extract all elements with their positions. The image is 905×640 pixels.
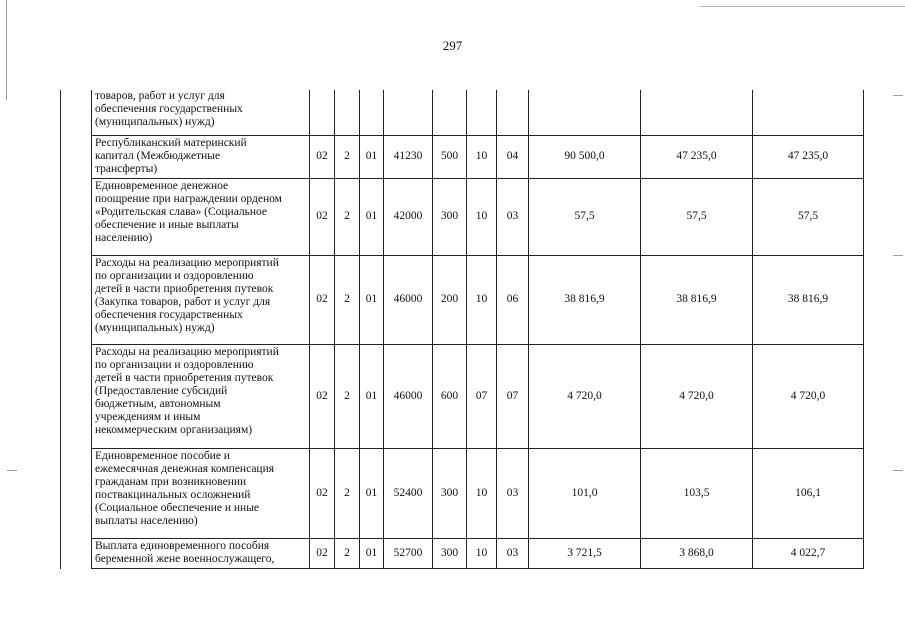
code-section: 10 (467, 538, 497, 568)
amount-year-1: 57,5 (529, 178, 641, 255)
amount-year-2: 57,5 (641, 178, 753, 255)
name-line: выплаты населению) (95, 514, 198, 527)
page-number: 297 (442, 38, 463, 53)
row-name-cell (92, 178, 310, 255)
name-line: обеспечения государственных (95, 308, 243, 321)
scan-dash (893, 95, 903, 96)
table-row (61, 90, 864, 135)
amount-year-2: 47 235,0 (641, 135, 753, 178)
amount-year-3: 57,5 (753, 178, 864, 255)
code-direction (384, 90, 433, 135)
amount-year-1: 101,0 (529, 448, 641, 538)
code-expense-type: 200 (433, 255, 467, 344)
code-subsection: 06 (497, 255, 529, 344)
code-subsection: 03 (497, 178, 529, 255)
name-line: по организации и оздоровлению (95, 269, 254, 282)
code-ministry: 02 (310, 344, 335, 448)
amount-year-1: 38 816,9 (529, 255, 641, 344)
amount-year-1 (529, 90, 641, 135)
amount-year-2 (641, 90, 753, 135)
code-direction: 52400 (384, 448, 433, 538)
table-row (61, 448, 864, 538)
code-ministry: 02 (310, 178, 335, 255)
code-subsection: 03 (497, 538, 529, 568)
code-ministry (310, 90, 335, 135)
code-direction: 41230 (384, 135, 433, 178)
code-program: 2 (335, 448, 360, 538)
row-name-cell (92, 448, 310, 538)
name-line: некоммерческим организациям) (95, 423, 253, 436)
name-line: обеспечения государственных (95, 103, 243, 115)
name-line: Республиканский материнский (95, 136, 247, 149)
code-direction: 46000 (384, 344, 433, 448)
code-subsection (497, 90, 529, 135)
code-program: 2 (335, 135, 360, 178)
scan-dash (893, 470, 903, 471)
scan-top-rule (700, 6, 905, 7)
code-direction: 46000 (384, 255, 433, 344)
code-direction: 42000 (384, 178, 433, 255)
code-program (335, 90, 360, 135)
code-subprogram: 01 (360, 135, 384, 178)
code-program: 2 (335, 255, 360, 344)
code-section (467, 90, 497, 135)
code-expense-type: 300 (433, 178, 467, 255)
row-name-cell (92, 90, 310, 135)
row-name-cell (92, 135, 310, 178)
name-line: бюджетным, автономным (95, 397, 221, 410)
name-line: (Предоставление субсидий (95, 384, 228, 397)
name-line: Единовременное денежное (95, 179, 229, 192)
code-expense-type: 300 (433, 538, 467, 568)
amount-year-2: 103,5 (641, 448, 753, 538)
code-expense-type (433, 90, 467, 135)
table-row (61, 135, 864, 178)
code-program: 2 (335, 178, 360, 255)
name-line: беременной жене военнослужащего, (95, 552, 275, 565)
code-program: 2 (335, 344, 360, 448)
name-line: товаров, работ и услуг для (95, 90, 225, 102)
code-ministry: 02 (310, 538, 335, 568)
amount-year-1: 4 720,0 (529, 344, 641, 448)
table-row (61, 344, 864, 448)
code-subsection: 03 (497, 448, 529, 538)
name-line: поствакцинальных осложнений (95, 488, 251, 501)
code-expense-type: 500 (433, 135, 467, 178)
name-line: детей в части приобретения путевок (95, 282, 274, 295)
table-row (61, 255, 864, 344)
code-ministry: 02 (310, 135, 335, 178)
amount-year-1: 3 721,5 (529, 538, 641, 568)
name-line: Выплата единовременного пособия (95, 539, 270, 552)
code-program: 2 (335, 538, 360, 568)
row-name-cell (92, 344, 310, 448)
amount-year-2: 38 816,9 (641, 255, 753, 344)
code-subprogram: 01 (360, 344, 384, 448)
code-expense-type: 600 (433, 344, 467, 448)
code-direction: 52700 (384, 538, 433, 568)
name-line: трансферты) (95, 162, 158, 175)
amount-year-2: 3 868,0 (641, 538, 753, 568)
code-subsection: 04 (497, 135, 529, 178)
name-line: (муниципальных) нужд) (95, 116, 215, 128)
code-ministry: 02 (310, 255, 335, 344)
amount-year-3: 106,1 (753, 448, 864, 538)
name-line: поощрение при награждении орденом (95, 192, 282, 205)
code-subsection: 07 (497, 344, 529, 448)
name-line: Расходы на реализацию мероприятий (95, 345, 279, 358)
name-line: Единовременное пособие и (95, 449, 230, 462)
code-section: 07 (467, 344, 497, 448)
budget-table (60, 90, 864, 569)
code-subprogram: 01 (360, 538, 384, 568)
table-row (61, 178, 864, 255)
amount-year-2: 4 720,0 (641, 344, 753, 448)
amount-year-1: 90 500,0 (529, 135, 641, 178)
code-ministry: 02 (310, 448, 335, 538)
budget-table-body (61, 90, 864, 568)
name-line: учреждениям и иным (95, 410, 201, 423)
name-line: (муниципальных) нужд) (95, 321, 215, 334)
code-section: 10 (467, 448, 497, 538)
scan-dash (893, 255, 903, 256)
name-line: по организации и оздоровлению (95, 358, 254, 371)
name-line: (Социальное обеспечение и иные (95, 501, 260, 514)
table-row (61, 538, 864, 568)
name-line: населению) (95, 231, 153, 244)
code-expense-type: 300 (433, 448, 467, 538)
name-line: (Закупка товаров, работ и услуг для (95, 295, 271, 308)
name-line: капитал (Межбюджетные (95, 149, 221, 162)
code-section: 10 (467, 135, 497, 178)
scan-dash (7, 470, 17, 471)
name-line: ежемесячная денежная компенсация (95, 462, 275, 475)
amount-year-3: 38 816,9 (753, 255, 864, 344)
amount-year-3: 4 022,7 (753, 538, 864, 568)
name-line: «Родительская слава» (Социальное (95, 205, 268, 218)
name-line: гражданам при возникновении (95, 475, 247, 488)
amount-year-3 (753, 90, 864, 135)
name-line: Расходы на реализацию мероприятий (95, 256, 279, 269)
code-subprogram: 01 (360, 448, 384, 538)
code-section: 10 (467, 255, 497, 344)
name-line: обеспечение и иные выплаты (95, 218, 239, 231)
code-subprogram: 01 (360, 178, 384, 255)
name-line: детей в части приобретения путевок (95, 371, 274, 384)
amount-year-3: 4 720,0 (753, 344, 864, 448)
code-subprogram: 01 (360, 255, 384, 344)
code-subprogram (360, 90, 384, 135)
row-name-cell (92, 255, 310, 344)
row-name-cell (92, 538, 310, 568)
amount-year-3: 47 235,0 (753, 135, 864, 178)
code-section: 10 (467, 178, 497, 255)
